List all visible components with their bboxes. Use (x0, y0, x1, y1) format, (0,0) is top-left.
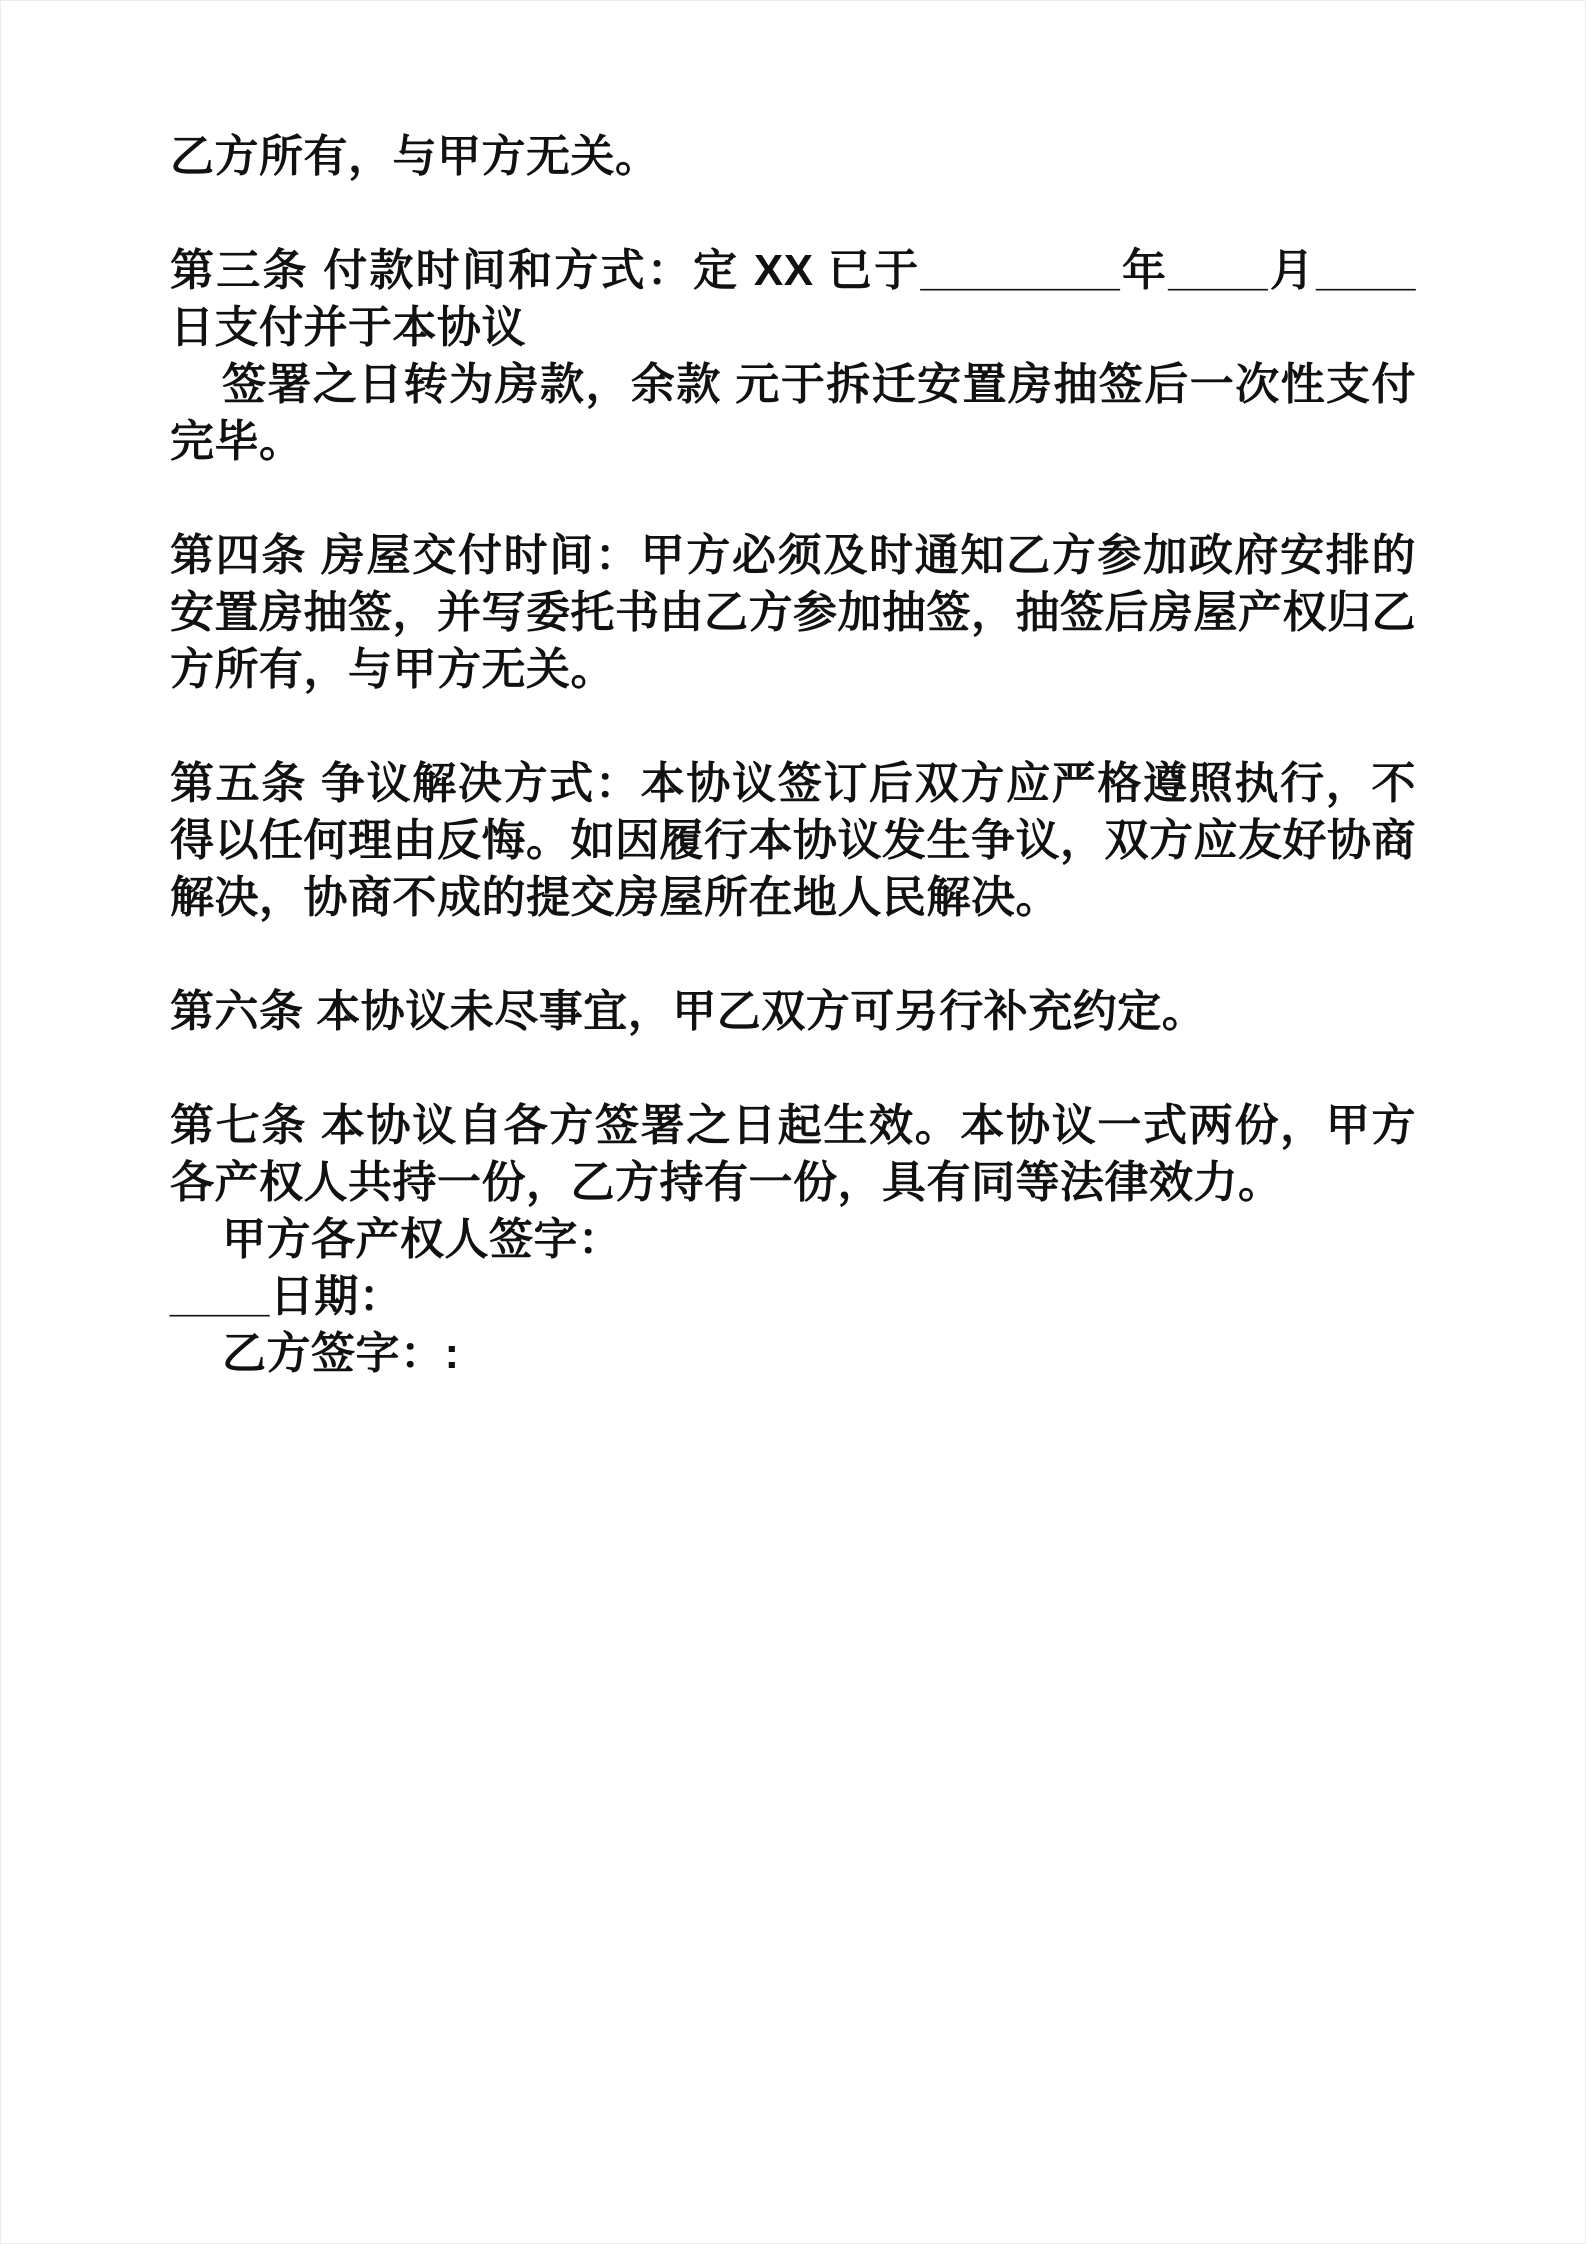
paragraph: 乙方签字：: (222, 1329, 460, 1378)
paragraph: 第七条 本协议自各方签署之日起生效。本协议一式两份，甲方各产权人共持一份，乙方持有一份，具有同等法律效力。 (170, 1101, 1416, 1207)
paragraph: 第四条 房屋交付时间：甲方必须及时通知乙方参加政府安排的安置房抽签，并写委托书由乙方参加抽签，抽签后房屋产权归乙方所有，与甲方无关。 (170, 531, 1416, 694)
paragraph: 第五条 争议解决方式：本协议签订后双方应严格遵照执行，不得以任何理由反悔。如因履行本协议发生争议，双方应友好协商解决，协商不成的提交房屋所在地人民解决。 (170, 759, 1416, 922)
paragraph: 乙方所有，与甲方无关。 (170, 132, 660, 181)
paragraph: 第三条 付款时间和方式：定 XX 已于________年____月____日支付并于本协议 (170, 246, 1416, 352)
paragraph: 甲方各产权人签字： (222, 1215, 623, 1264)
paragraph: 签署之日转为房款，余款 元于拆迁安置房抽签后一次性支付完毕。 (170, 360, 1416, 466)
paragraph: ____日期： (170, 1272, 404, 1321)
paragraph: 第六条 本协议未尽事宜，甲乙双方可另行补充约定。 (170, 987, 1207, 1036)
